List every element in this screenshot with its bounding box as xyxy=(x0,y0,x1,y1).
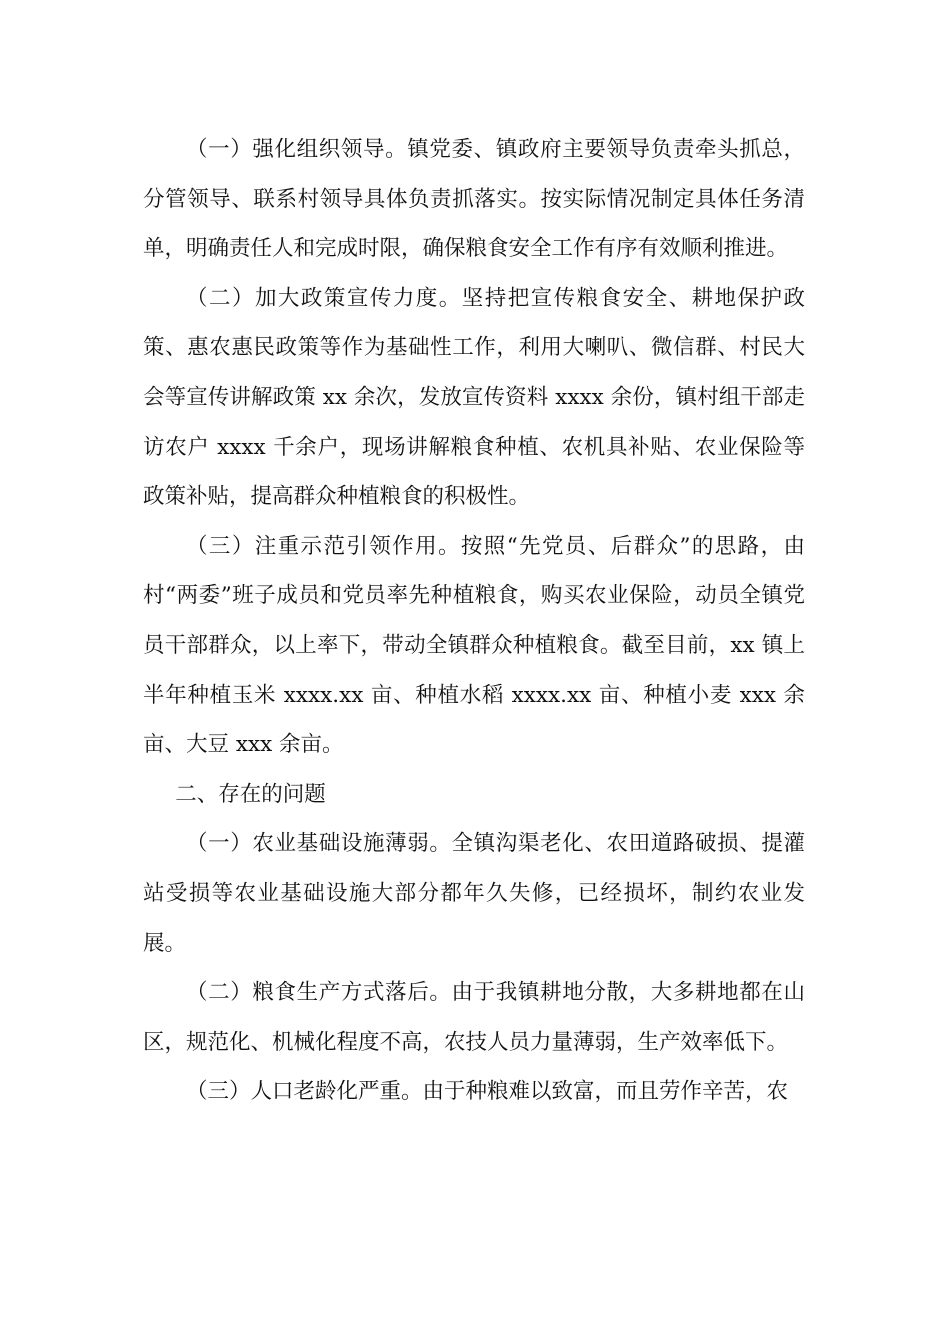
paragraph-policy-publicity: （二）加大政策宣传力度。坚持把宣传粮食安全、耕地保护政策、惠农惠民政策等作为基础性工作，利用大喇叭、微信群、村民大会等宣传讲解政策 xx 余次，发放宣传资料 xxxx 余份，镇村组干部走访农户 xxxx 千余户，现场讲解粮食种植、农机具补贴、农业保险等政策补贴，提高群众种植粮食的积极性。 xyxy=(143,285,805,510)
paragraph-aging-population: （三）人口老龄化严重。由于种粮难以致富，而且劳作辛苦，农 xyxy=(186,1079,789,1105)
document-body xyxy=(143,125,805,1117)
section-heading-problems: 二、存在的问题 xyxy=(175,781,326,807)
paragraph-demonstration-role: （三）注重示范引领作用。按照“先党员、后群众”的思路，由村“两委”班子成员和党员率先种植粮食，购买农业保险，动员全镇党员干部群众，以上率下，带动全镇群众种植粮食。截至目前，xx 镇上半年种植玉米 xxxx.xx 亩、种植水稻 xxxx.xx 亩、种植小麦 xxx 余亩、大豆 xxx 余亩。 xyxy=(143,533,805,758)
paragraph-backward-production: （二）粮食生产方式落后。由于我镇耕地分散，大多耕地都在山区，规范化、机械化程度不高，农技人员力量薄弱，生产效率低下。 xyxy=(143,980,805,1055)
paragraph-organization-leadership: （一）强化组织领导。镇党委、镇政府主要领导负责牵头抓总，分管领导、联系村领导具体负责抓落实。按实际情况制定具体任务清单，明确责任人和完成时限，确保粮食安全工作有序有效顺利推进。 xyxy=(143,137,805,262)
paragraph-weak-infrastructure: （一）农业基础设施薄弱。全镇沟渠老化、农田道路破损、提灌站受损等农业基础设施大部分都年久失修，已经损坏，制约农业发展。 xyxy=(143,831,805,956)
